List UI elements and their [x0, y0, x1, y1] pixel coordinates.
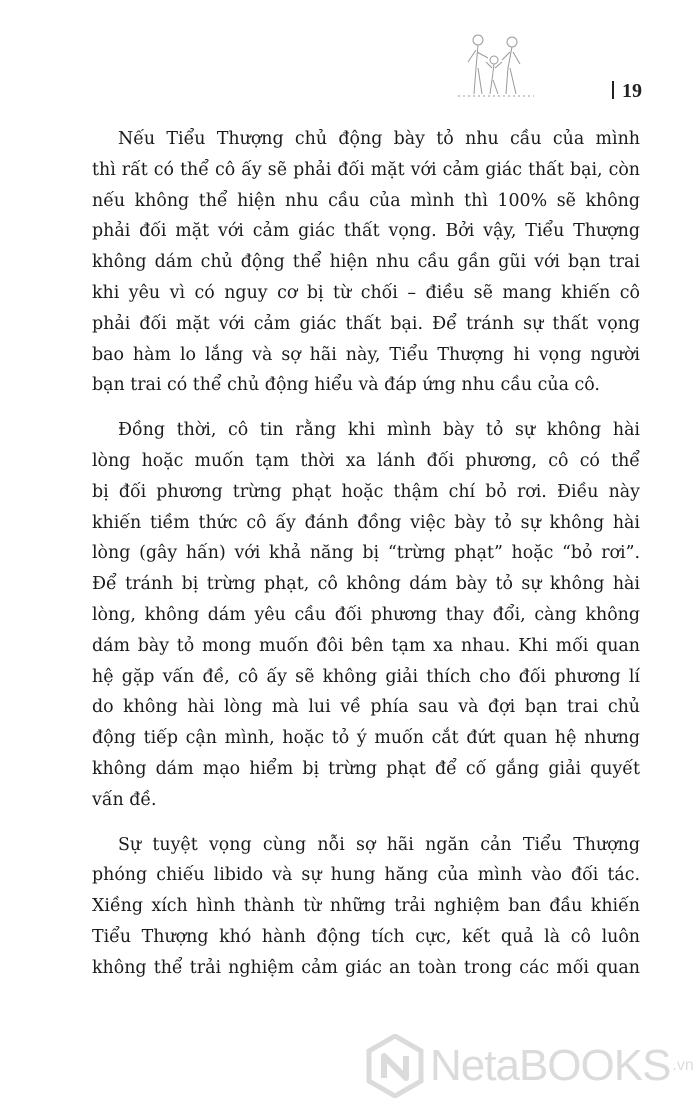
text-line: bị đối phương trừng phạt hoặc thậm chí bỏ rơi. Điều này	[92, 481, 640, 502]
text-line: lòng hoặc muốn tạm thời xa lánh đối phương, cô có thể	[92, 450, 640, 471]
text-line: nếu không thể hiện nhu cầu của mình thì 100% sẽ không	[92, 190, 640, 211]
text-line: phóng chiếu libido và sự hung hăng của mình vào đối tác.	[92, 865, 640, 886]
text-line: bao hàm lo lắng và sợ hãi này, Tiểu Thượng hi vọng người	[92, 344, 640, 365]
text-line: hệ gặp vấn đề, cô ấy sẽ không giải thích cho đối phương lí	[92, 666, 640, 687]
text-line: lòng (gây hấn) với khả năng bị “trừng phạt” hoặc “bỏ rơi”.	[92, 543, 640, 564]
text-line: vấn đề.	[92, 789, 157, 810]
text-line: Xiềng xích hình thành từ những trải nghiệm ban đầu khiến	[92, 896, 640, 917]
watermark-suffix: .vn	[672, 1057, 694, 1074]
family-sketch-illustration	[456, 28, 536, 100]
text-line: do không hài lòng mà lui về phía sau và đợi bạn trai chủ	[92, 697, 640, 718]
page-number: 19	[612, 80, 642, 103]
text-line: phải đối mặt với cảm giác thất bại. Để tránh sự thất vọng	[92, 313, 640, 334]
text-line: khi yêu vì có nguy cơ bị từ chối – điều sẽ mang khiến cô	[92, 282, 640, 303]
paragraph-3	[92, 830, 640, 984]
text-line: không dám mạo hiểm bị trừng phạt để cố gắng giải quyết	[92, 758, 640, 779]
text-line: phải đối mặt với cảm giác thất vọng. Bởi vậy, Tiểu Thượng	[92, 221, 640, 242]
text-line: lòng, không dám yêu cầu đối phương thay đổi, càng không	[92, 604, 640, 625]
text-line: Tiểu Thượng khó hành động tích cực, kết quả là cô luôn	[92, 926, 640, 947]
text-line: bạn trai có thể chủ động hiểu và đáp ứng nhu cầu của cô.	[92, 375, 600, 396]
text-line: dám bày tỏ mong muốn đôi bên tạm xa nhau. Khi mối quan	[92, 635, 640, 656]
netabooks-watermark	[366, 1030, 696, 1102]
text-line: Sự tuyệt vọng cùng nỗi sợ hãi ngăn cản Tiểu Thượng	[118, 834, 640, 855]
text-line: khiến tiềm thức cô ấy đánh đồng việc bày tỏ sự không hài	[92, 512, 640, 533]
netabooks-logo-icon	[366, 1034, 424, 1098]
page-number-divider	[612, 81, 614, 99]
text-line: Đồng thời, cô tin rằng khi mình bày tỏ sự không hài	[118, 420, 640, 441]
text-line: không thể trải nghiệm cảm giác an toàn trong các mối quan	[92, 957, 640, 978]
paragraph-2	[92, 415, 640, 815]
text-line: Để tránh bị trừng phạt, cô không dám bày tỏ sự không hài	[92, 574, 640, 595]
watermark-brand: NetaBOOKS	[430, 1041, 671, 1090]
text-line: động tiếp cận mình, hoặc tỏ ý muốn cắt đứt quan hệ nhưng	[92, 728, 640, 749]
text-line: thì rất có thể cô ấy sẽ phải đối mặt với cảm giác thất bại, còn	[92, 159, 640, 180]
text-line: Nếu Tiểu Thượng chủ động bày tỏ nhu cầu của mình	[118, 129, 640, 149]
text-line: không dám chủ động thể hiện nhu cầu gần gũi với bạn trai	[92, 252, 640, 273]
paragraph-1	[92, 124, 640, 401]
body-text	[92, 124, 640, 998]
